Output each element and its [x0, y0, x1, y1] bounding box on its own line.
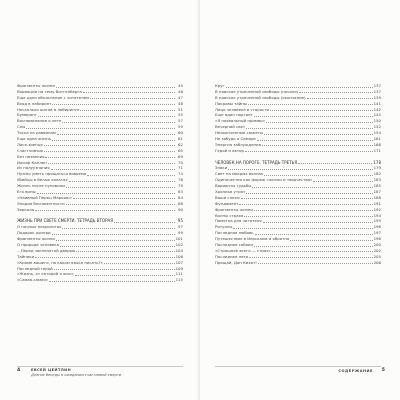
toc-entry-title: Ритуалы [215, 224, 233, 230]
dot-leader [37, 193, 175, 194]
toc-entry-page: 179 [373, 165, 381, 171]
dot-leader [254, 116, 373, 117]
toc-entry-title: Тайники [17, 253, 35, 259]
toc-entry-title: Знаки [215, 165, 228, 171]
dot-leader [57, 134, 175, 135]
dot-leader [262, 145, 373, 146]
toc-entry-title: Иосиф Каплан [17, 159, 47, 165]
toc-entry-title: Сны [17, 124, 26, 130]
toc-entry-title: Ваши слезы [215, 194, 240, 200]
toc-entry-page: 137 [373, 88, 381, 94]
dot-leader [263, 222, 373, 223]
dot-leader [241, 198, 373, 199]
toc-entry-title: «Кроме вашего, на каком языке писать?» [17, 259, 103, 265]
dot-leader [44, 145, 175, 146]
toc-entry-page: 171 [373, 147, 381, 153]
dot-leader [52, 234, 175, 235]
toc-entry-page: 205 [373, 253, 381, 259]
toc-entry-page: 150 [373, 118, 381, 124]
toc-entry-title: «Жизнь, от которой я жил» [17, 271, 74, 277]
toc-entry-page: 185 [373, 183, 381, 189]
toc-entry-page: 45 [178, 82, 183, 88]
dot-leader [257, 140, 373, 141]
toc-entry-title: Волны страха [215, 212, 244, 218]
toc-entry-title: Неоконченные сюжеты [215, 130, 264, 136]
toc-entry-title: Одиночество как форма «жизни и творчества» [215, 177, 313, 183]
toc-entry-title: Жизнь после пуповины [17, 183, 66, 189]
toc-entry-title: Вариации на тему Витгенберга [17, 88, 82, 94]
toc-entry-title: Фрагменты жизни [215, 206, 253, 212]
toc-entry-page: 109 [175, 265, 183, 271]
dot-leader [56, 240, 175, 241]
dot-leader [60, 246, 175, 247]
toc-entry-page: 47 [178, 94, 183, 100]
dot-leader [248, 104, 373, 105]
dot-leader [264, 175, 372, 176]
toc-entry-title: Нужно уметь прощаться вовремя [17, 171, 87, 177]
section-page: 178 [373, 159, 381, 165]
dot-leader [35, 257, 174, 258]
dot-leader [290, 240, 372, 241]
dot-leader [66, 187, 175, 188]
toc-entry-page: 206 [373, 259, 381, 265]
dot-leader [26, 128, 175, 129]
dot-leader [48, 163, 175, 164]
toc-entry-page: 83 [178, 189, 183, 195]
toc-entry-page: 74 [178, 171, 183, 177]
dot-leader [45, 157, 175, 158]
dot-leader [80, 110, 175, 111]
page-number: 4 [17, 368, 21, 373]
toc-entry-title: Тоска по раввинам [17, 130, 56, 136]
toc-entry-page: 145 [373, 112, 381, 118]
toc-entry-title: Последняя любовь [215, 230, 254, 236]
toc-entry-title: Из полуузнания [17, 165, 50, 171]
toc-entry-page: 187 [373, 189, 381, 195]
author-name: ЕВСЕЙ ЦЕЙТЛИН [31, 368, 71, 372]
toc-entry-title: О природе человека [17, 242, 59, 248]
toc-entry-page: 195 [373, 218, 381, 224]
toc-entry-title: Фрагменты жизни [17, 82, 55, 88]
dot-leader [52, 140, 175, 141]
toc-entry-title: Убийцы в белых халатах [17, 177, 68, 183]
dot-leader [255, 234, 373, 235]
dot-leader [62, 228, 175, 229]
left-footer-rule [17, 366, 183, 367]
toc-entry-page: 202 [373, 247, 381, 253]
toc-entry-title: Несколько шагов в лабиринте [17, 106, 80, 112]
toc-entry [215, 260, 381, 266]
toc-entry-page: 197 [373, 230, 381, 236]
toc-entry-page: 191 [373, 200, 381, 206]
toc-entry-page: 90 [178, 206, 183, 212]
dot-leader [249, 257, 372, 258]
section-title: ЧЕЛОВЕК НА ПОРОГЕ. ТЕТРАДЬ ТРЕТЬЯ [215, 159, 298, 165]
toc-entry-page: 196 [373, 224, 381, 230]
toc-entry-title: Фрагменты жизни [17, 236, 55, 242]
dot-leader [51, 169, 175, 170]
toc-entry-title: О ночных некрологах [17, 224, 62, 230]
toc-entry-title: В поисках утраченной свободы (окончание) [215, 94, 306, 100]
dot-leader [246, 128, 372, 129]
book-title: Долгие беседы в ожидании счастливой смерти [31, 372, 122, 377]
toc-entry-page: 102 [175, 242, 183, 248]
toc-entry-title: Еще одна жизнь [17, 136, 51, 141]
dot-leader [49, 281, 174, 282]
toc-entry-title: Герой и автор [215, 147, 244, 153]
dot-leader [69, 181, 175, 182]
dot-leader [35, 210, 175, 211]
toc-entry-title: Последние собаки [215, 242, 253, 248]
dot-leader [38, 116, 175, 117]
toc-entry [17, 277, 183, 283]
dot-leader [104, 263, 175, 264]
toc-entry-page: 69 [178, 153, 183, 159]
toc-entry-title: Пометка для читателя [215, 218, 262, 224]
toc-entry-page: 99 [178, 230, 183, 236]
toc-entry-page: 182 [373, 171, 381, 177]
toc-entry-title: Счастливчик [17, 147, 44, 153]
toc-entry-page: 61 [178, 136, 183, 141]
toc-entry-page: 97 [178, 224, 183, 230]
section-page: 95 [177, 218, 183, 224]
toc-entry-page: 76 [178, 177, 183, 183]
toc-entry-page: 84 [178, 194, 183, 200]
dot-leader [252, 187, 372, 188]
toc-entry-title: «Я похвальный пример» [215, 118, 266, 124]
toc-entry-page: 60 [178, 130, 183, 136]
toc-entry-page: 168 [373, 141, 381, 147]
right-toc [215, 83, 381, 266]
toc-entry-title: Не забудь о Самаре [215, 136, 256, 141]
toc-entry-page: 104 [175, 247, 183, 253]
toc-entry-page: 55 [178, 112, 183, 118]
right-footer-rule [215, 366, 381, 367]
toc-entry-title: Эподия беспамятности [17, 200, 65, 206]
running-title: СОДЕРЖАНИЕ [338, 369, 373, 373]
toc-entry-page: 70 [178, 159, 183, 165]
toc-entry-page: 48 [178, 100, 183, 106]
dot-leader [307, 98, 373, 99]
dot-leader [233, 228, 372, 229]
toc-entry-page: 198 [373, 236, 381, 242]
toc-entry-page: 183 [373, 177, 381, 183]
dot-leader [114, 222, 175, 223]
dot-leader [272, 251, 373, 252]
dot-leader [76, 251, 174, 252]
toc-entry-title: Подарок дочери [17, 230, 51, 236]
toc-entry-title: В поисках утраченной свободы (начало) [215, 88, 299, 94]
toc-entry-page: 154 [373, 130, 381, 136]
dot-leader [239, 204, 372, 205]
dot-leader [83, 92, 175, 93]
toc-entry-title: Энергия заблуждения [215, 141, 261, 147]
toc-entry-title: Еще одно объяснение с читателем [17, 94, 89, 100]
toc-entry-title: Зеркало [17, 206, 34, 212]
dot-leader [66, 204, 175, 205]
toc-entry-title: Фундамент [215, 200, 239, 206]
toc-entry-title: Покровы тайны [215, 100, 247, 106]
toc-entry-page: 59 [178, 124, 183, 130]
toc-entry-page: 57 [178, 118, 183, 124]
section-title: ЖИЗНЬ ПРИ СВЕТЕ СМЕРТИ. ТЕТРАДЬ ВТОРАЯ [17, 218, 114, 224]
toc-entry-page: 161 [373, 136, 381, 141]
dot-leader [75, 275, 175, 276]
toc-entry-title: «Самая-самая» [17, 277, 49, 283]
toc-entry-page: 79 [178, 183, 183, 189]
toc-entry-page: 62 [178, 141, 183, 147]
toc-entry-title: Вечерний свет [215, 124, 246, 130]
dot-leader [254, 246, 373, 247]
toc-entry-title: Ласе-зренце [17, 141, 43, 147]
toc-entry-page: 141 [373, 100, 381, 106]
dot-leader [246, 193, 372, 194]
dot-leader [264, 134, 372, 135]
dot-leader [90, 98, 175, 99]
toc-entry-title: Его вины [17, 189, 36, 195]
toc-entry-page: 101 [175, 236, 183, 242]
page-number: 5 [381, 368, 385, 373]
running-title [31, 368, 121, 377]
toc-entry-page: 152 [373, 124, 381, 130]
toc-entry-page: 194 [373, 212, 381, 218]
dot-leader [266, 122, 372, 123]
toc-entry-title: Прощай, Дон Кихот! [215, 259, 257, 265]
toc-entry-title: Лицо человека в старости [215, 106, 270, 112]
toc-entry-title: Бумеранг [17, 112, 37, 118]
toc-entry-page: 200 [373, 242, 381, 248]
dot-leader [298, 163, 372, 164]
toc-entry-page: 106 [175, 253, 183, 259]
dot-leader [87, 175, 175, 176]
toc-entry-title: Варианты судьбы [215, 183, 252, 189]
toc-entry-title: Круг [215, 82, 225, 88]
dot-leader [258, 263, 373, 264]
toc-entry-page: 107 [175, 259, 183, 265]
toc-entry-title: «Страшнее всего — страх» [215, 247, 271, 253]
toc-entry-page: 192 [373, 206, 381, 212]
toc-entry-page: 46 [178, 88, 183, 94]
toc-entry-page: 88 [178, 200, 183, 206]
toc-entry-title: Свет на мокрых волнах [215, 171, 264, 177]
dot-leader [228, 169, 372, 170]
toc-entry-page: 111 [175, 271, 183, 277]
toc-entry-page: 137 [373, 82, 381, 88]
dot-leader [226, 87, 373, 88]
dot-leader [56, 87, 175, 88]
dot-leader [244, 216, 372, 217]
toc-entry-page: 71 [178, 165, 183, 171]
toc-entry-title: Хроника утрат [215, 189, 246, 195]
toc-entry-title: Воспоминание о лете [17, 118, 62, 124]
dot-leader [270, 110, 373, 111]
toc-entry-page: 142 [373, 106, 381, 112]
dot-leader [62, 122, 175, 123]
toc-entry-title: ...Перед заклепотой дверью [17, 247, 76, 253]
toc-entry-title: Еще один портрет [215, 112, 253, 118]
toc-entry-page: 188 [373, 194, 381, 200]
toc-entry-title: Вход в лабиринт [17, 100, 52, 106]
toc-entry-title: «Наивный Перец Маркиш» [17, 194, 72, 200]
toc-entry-page: 139 [373, 94, 381, 100]
dot-leader [254, 210, 373, 211]
dot-leader [299, 92, 372, 93]
dot-leader [245, 151, 373, 152]
toc-entry-page: 115 [175, 277, 183, 283]
toc-entry-title: Без названия [17, 153, 45, 159]
toc-entry-title: Путешествие в Иерсалим и обратно [215, 236, 290, 242]
toc-entry-title: Последнее лето [215, 253, 249, 259]
toc-entry-page: 65 [178, 147, 183, 153]
dot-leader [73, 198, 175, 199]
dot-leader [313, 181, 372, 182]
left-toc [17, 83, 183, 283]
toc-entry-title: Последний герой [17, 265, 53, 271]
toc-entry-page: 51 [178, 106, 183, 112]
dot-leader [44, 151, 175, 152]
dot-leader [54, 269, 175, 270]
dot-leader [52, 104, 175, 105]
